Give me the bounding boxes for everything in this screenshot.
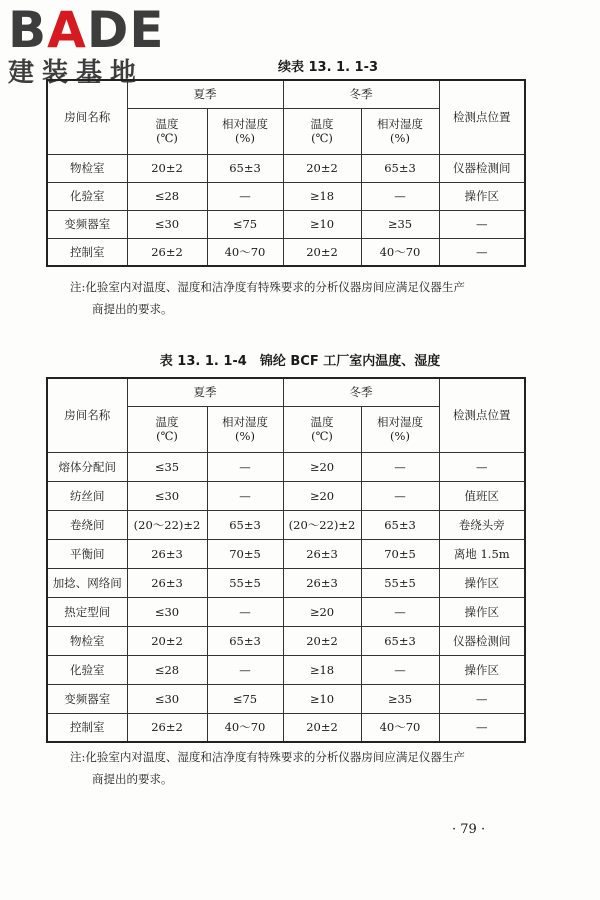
cell-summer-humidity: 65±3 [207, 510, 283, 539]
cell-summer-temp: ≤30 [127, 684, 207, 713]
cell-winter-temp: ≥10 [283, 210, 361, 238]
header-humidity-unit: (%) [235, 429, 255, 443]
note-line-2: 商提出的要求。 [92, 302, 173, 316]
cell-room: 纺丝间 [47, 481, 127, 510]
cell-summer-temp: 20±2 [127, 626, 207, 655]
header-location: 检测点位置 [439, 80, 525, 154]
table-row [47, 568, 525, 597]
cell-room: 变频器室 [47, 210, 127, 238]
cell-winter-temp: 20±2 [283, 713, 361, 742]
table-row [47, 597, 525, 626]
cell-location: 卷绕头旁 [439, 510, 525, 539]
header-summer-humidity [207, 108, 283, 154]
cell-summer-humidity: 70±5 [207, 539, 283, 568]
table1-caption: 续表 13. 1. 1-3 [277, 60, 379, 75]
header-winter: 冬季 [283, 378, 439, 406]
header-temp-label: 温度 [310, 415, 334, 429]
header-location: 检测点位置 [439, 378, 525, 452]
cell-summer-humidity: — [207, 655, 283, 684]
cell-winter-temp: (20～22)±2 [283, 510, 361, 539]
logo-mark-prefix: B [8, 1, 48, 59]
table2 [46, 377, 526, 743]
cell-location: 仪器检测间 [439, 154, 525, 182]
table-row [47, 210, 525, 238]
cell-summer-temp: 26±2 [127, 713, 207, 742]
cell-room: 控制室 [47, 713, 127, 742]
cell-room: 物检室 [47, 626, 127, 655]
header-humidity-unit: (%) [235, 131, 255, 145]
cell-winter-humidity: 65±3 [361, 510, 439, 539]
cell-room: 变频器室 [47, 684, 127, 713]
header-summer: 夏季 [127, 80, 283, 108]
cell-winter-temp: ≥18 [283, 655, 361, 684]
cell-summer-temp: 26±3 [127, 539, 207, 568]
cell-summer-temp: ≤30 [127, 481, 207, 510]
cell-location: 仪器检测间 [439, 626, 525, 655]
header-humidity-label: 相对湿度 [222, 117, 268, 131]
header-temp-label: 温度 [155, 117, 179, 131]
header-room: 房间名称 [47, 378, 127, 452]
cell-winter-humidity: 70±5 [361, 539, 439, 568]
cell-location: — [439, 210, 525, 238]
cell-room: 控制室 [47, 238, 127, 266]
table-row [47, 655, 525, 684]
cell-summer-temp: 26±3 [127, 568, 207, 597]
table2-note [70, 746, 540, 790]
cell-winter-temp: ≥10 [283, 684, 361, 713]
page-number: · 79 · [452, 822, 486, 837]
header-winter-humidity [361, 406, 439, 452]
cell-winter-humidity: ≥35 [361, 210, 439, 238]
cell-location: 操作区 [439, 597, 525, 626]
header-winter-temp [283, 108, 361, 154]
cell-winter-humidity: 55±5 [361, 568, 439, 597]
cell-winter-humidity: 40～70 [361, 713, 439, 742]
cell-summer-temp: ≤35 [127, 452, 207, 481]
cell-winter-temp: 20±2 [283, 626, 361, 655]
table-row [47, 452, 525, 481]
cell-location: — [439, 238, 525, 266]
cell-summer-humidity: ≤75 [207, 684, 283, 713]
table-row [47, 481, 525, 510]
cell-summer-humidity: 65±3 [207, 626, 283, 655]
header-summer-temp [127, 108, 207, 154]
cell-room: 卷绕间 [47, 510, 127, 539]
cell-winter-humidity: — [361, 655, 439, 684]
cell-winter-temp: 26±3 [283, 539, 361, 568]
cell-room: 化验室 [47, 182, 127, 210]
cell-summer-temp: (20～22)±2 [127, 510, 207, 539]
header-temp-unit: (℃) [156, 429, 178, 443]
header-humidity-unit: (%) [390, 429, 410, 443]
cell-winter-humidity: ≥35 [361, 684, 439, 713]
cell-winter-temp: ≥18 [283, 182, 361, 210]
header-temp-unit: (℃) [311, 131, 333, 145]
cell-room: 平衡间 [47, 539, 127, 568]
cell-winter-temp: 20±2 [283, 154, 361, 182]
cell-summer-humidity: — [207, 182, 283, 210]
cell-winter-humidity: — [361, 597, 439, 626]
header-summer-temp [127, 406, 207, 452]
logo-subtitle: 建装基地 [8, 58, 145, 88]
cell-summer-humidity: 55±5 [207, 568, 283, 597]
logo-mark-accent: A [47, 1, 87, 59]
cell-winter-humidity: — [361, 481, 439, 510]
header-temp-label: 温度 [310, 117, 334, 131]
cell-summer-temp: ≤30 [127, 597, 207, 626]
header-temp-label: 温度 [155, 415, 179, 429]
cell-summer-humidity: — [207, 597, 283, 626]
note-line-1: 注:化验室内对温度、湿度和洁净度有特殊要求的分析仪器房间应满足仪器生产 [70, 750, 465, 764]
table1-note [70, 276, 540, 320]
cell-location: — [439, 684, 525, 713]
cell-winter-temp: ≥20 [283, 481, 361, 510]
header-temp-unit: (℃) [311, 429, 333, 443]
cell-summer-humidity: ≤75 [207, 210, 283, 238]
header-summer: 夏季 [127, 378, 283, 406]
cell-winter-humidity: 65±3 [361, 154, 439, 182]
table-row [47, 510, 525, 539]
cell-summer-temp: ≤30 [127, 210, 207, 238]
cell-room: 热定型间 [47, 597, 127, 626]
cell-summer-humidity: 40～70 [207, 713, 283, 742]
cell-summer-humidity: 65±3 [207, 154, 283, 182]
table-row [47, 684, 525, 713]
cell-location: 值班区 [439, 481, 525, 510]
table-row [47, 713, 525, 742]
table-row [47, 238, 525, 266]
cell-winter-humidity: 65±3 [361, 626, 439, 655]
logo-mark-suffix: DE [86, 1, 165, 59]
cell-room: 物检室 [47, 154, 127, 182]
header-winter: 冬季 [283, 80, 439, 108]
note-line-1: 注:化验室内对温度、湿度和洁净度有特殊要求的分析仪器房间应满足仪器生产 [70, 280, 465, 294]
cell-winter-temp: ≥20 [283, 452, 361, 481]
header-humidity-unit: (%) [390, 131, 410, 145]
cell-location: — [439, 713, 525, 742]
cell-summer-temp: ≤28 [127, 655, 207, 684]
bade-logo [8, 1, 188, 88]
cell-room: 化验室 [47, 655, 127, 684]
cell-location: 操作区 [439, 568, 525, 597]
cell-location: 操作区 [439, 655, 525, 684]
cell-winter-temp: 26±3 [283, 568, 361, 597]
cell-location: 操作区 [439, 182, 525, 210]
note-line-2: 商提出的要求。 [92, 772, 173, 786]
cell-summer-humidity: 40～70 [207, 238, 283, 266]
header-winter-temp [283, 406, 361, 452]
cell-room: 加捻、网络间 [47, 568, 127, 597]
table-row [47, 154, 525, 182]
cell-summer-temp: 20±2 [127, 154, 207, 182]
cell-location: — [439, 452, 525, 481]
cell-winter-humidity: — [361, 452, 439, 481]
cell-winter-humidity: 40～70 [361, 238, 439, 266]
table-row [47, 626, 525, 655]
cell-summer-humidity: — [207, 452, 283, 481]
header-humidity-label: 相对湿度 [222, 415, 268, 429]
table-row [47, 182, 525, 210]
table1 [46, 79, 526, 267]
header-humidity-label: 相对湿度 [377, 117, 423, 131]
header-temp-unit: (℃) [156, 131, 178, 145]
header-humidity-label: 相对湿度 [377, 415, 423, 429]
logo-mark [8, 1, 188, 59]
cell-location: 离地 1.5m [439, 539, 525, 568]
header-summer-humidity [207, 406, 283, 452]
header-room: 房间名称 [47, 80, 127, 154]
cell-winter-humidity: — [361, 182, 439, 210]
cell-summer-humidity: — [207, 481, 283, 510]
cell-room: 熔体分配间 [47, 452, 127, 481]
cell-winter-temp: ≥20 [283, 597, 361, 626]
table2-caption: 表 13. 1. 1-4 锦纶 BCF 工厂室内温度、湿度 [159, 354, 441, 369]
cell-winter-temp: 20±2 [283, 238, 361, 266]
cell-summer-temp: ≤28 [127, 182, 207, 210]
table-row [47, 539, 525, 568]
header-winter-humidity [361, 108, 439, 154]
cell-summer-temp: 26±2 [127, 238, 207, 266]
